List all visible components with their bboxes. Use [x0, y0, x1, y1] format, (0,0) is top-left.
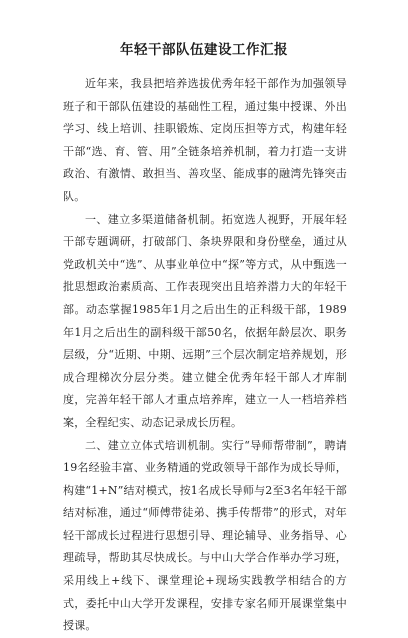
- paragraph-intro: 近年来，我县把培养选拔优秀年轻干部作为加强领导班子和干部队伍建设的基础性工程，通过集中授课、外出学习、线上培训、挂职锻炼、定岗压担等方式，构建年轻干部“选、育、管、用”全链条培养机制，着力打造一支讲政治、有激情、敢担当、善攻坚、能成事的融湾先锋突击队。: [63, 77, 347, 203]
- paragraph-section-1: 一、建立多渠道储备机制。拓宽选人视野，开展年轻干部专题调研，打破部门、条块界限和身份壁垒，通过从党政机关中“选”、从事业单位中“探”等方式，从中甄选一批思想政治素质高、工作表现突出且培养潜力大的年轻干部。动态掌握1985年1月之后出生的正科级干部，1989年1月之后出生的副科级干部50名，依据年龄层次、职务层级，分“近期、中期、远期”三个层次制定培养规划，形成合理梯次分层分类。建立健全优秀年轻干部人才库制度，完善年轻干部人才重点培养库，建立一人一档培养档案，全程纪实、动态记录成长历程。: [63, 212, 347, 429]
- paragraph-section-2: 二、建立立体式培训机制。实行“导师帮带制”，聘请19名经验丰富、业务精通的党政领导干部作为成长导师，构建“1+N”结对模式，按1名成长导师与2至3名年轻干部结对标准，通过“师傅带徒弟、携手传帮带”的形式，对年轻干部成长过程进行思想引导、理论辅导、业务指导、心理疏导，帮助其尽快成长。与中山大学合作举办学习班，采用线上+线下、课堂理论+现场实践教学相结合的方式，委托中山大学开发课程，安排专家名师开展课堂集中授课。: [63, 438, 347, 633]
- document-title: 年轻干部队伍建设工作汇报: [120, 42, 288, 58]
- document-body: [63, 73, 347, 638]
